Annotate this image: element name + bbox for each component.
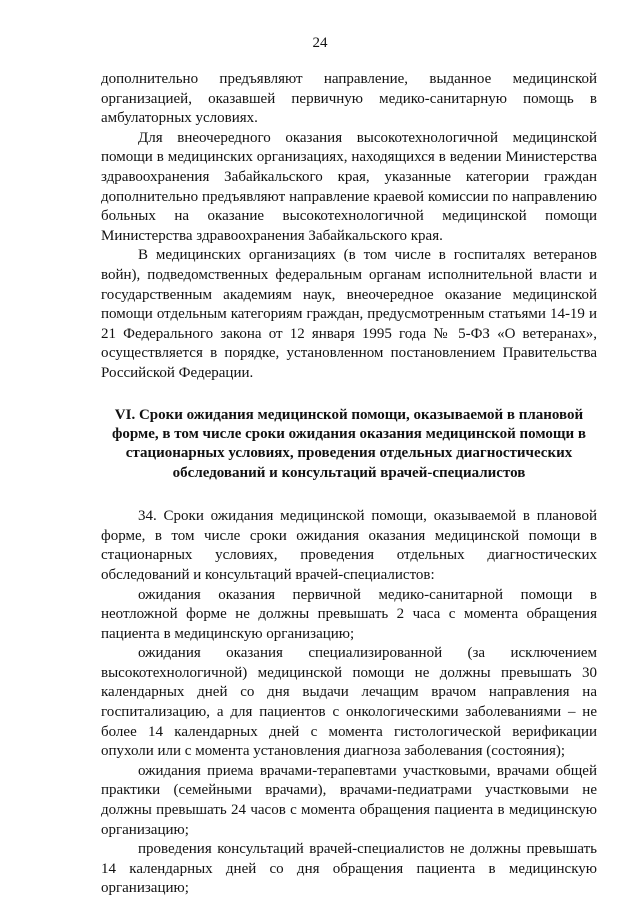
document-body	[101, 70, 597, 899]
clause-34-item-primary-appointments: ожидания приема врачами-терапевтами участковыми, врачами общей практики (семейными врачами), врачами-педиатрами участковыми не должны превышать 24 часов с момента обращения пациента в медицинскую организацию;	[101, 762, 597, 838]
clause-34-item-urgent-primary-care: ожидания оказания первичной медико-санитарной помощи в неотложной форме не должны превышать 2 часа с момента обращения пациента в медицинскую организацию;	[101, 586, 597, 642]
section-heading: VI. Сроки ожидания медицинской помощи, оказываемой в плановой форме, в том числе сроки ожидания оказания медицинской помощи в стационарных условиях, проведения отдельных диагностических обследований и консультаций врачей-специалистов	[111, 406, 587, 481]
page-number: 24	[312, 35, 328, 51]
clause-34-item-specialist-consultations: проведения консультаций врачей-специалистов не должны превышать 14 календарных дней со дня обращения пациента в медицинскую организацию;	[101, 841, 597, 897]
paragraph-veterans-priority: В медицинских организациях (в том числе в госпиталях ветеранов войн), подведомственных федеральным органам исполнительной власти и государственным академиям наук, внеочередное оказание медицинской помощи отдельным категориям граждан, предусмотренным статьями 14-19 и 21 Федерального закона от 12 января 1995 года № 5-ФЗ «О ветеранах», осуществляется в порядке, установленном постановлением Правительства Российской Федерации.	[101, 247, 597, 381]
clause-34-item-specialized-care: ожидания оказания специализированной (за исключением высокотехнологичной) медицинской помощи не должны превышать 30 календарных дней со дня выдачи лечащим врачом направления на госпитализацию, а для пациентов с онкологическими заболеваниями – не более 14 календарных дней с момента гистологической верификации опухоли или с момента установления диагноза заболевания (состояния);	[101, 645, 597, 760]
clause-34-intro: 34. Сроки ожидания медицинской помощи, оказываемой в плановой форме, в том числе сроки ожидания оказания медицинской помощи в стационарных условиях, проведения отдельных диагностических обследований и консультаций врачей-специалистов:	[101, 508, 597, 583]
paragraph-htmp-referral: Для внеочередного оказания высокотехнологичной медицинской помощи в медицинских организациях, находящихся в ведении Министерства здравоохранения Забайкальского края, указанные категории граждан дополнительно предъявляют направление краевой комиссии по направлению больных на оказание высокотехнологичной медицинской помощи Министерства здравоохранения Забайкальского края.	[101, 129, 597, 244]
paragraph-continuation: дополнительно предъявляют направление, выданное медицинской организацией, оказавшей первичную медико-санитарную помощь в амбулаторных условиях.	[101, 71, 597, 127]
